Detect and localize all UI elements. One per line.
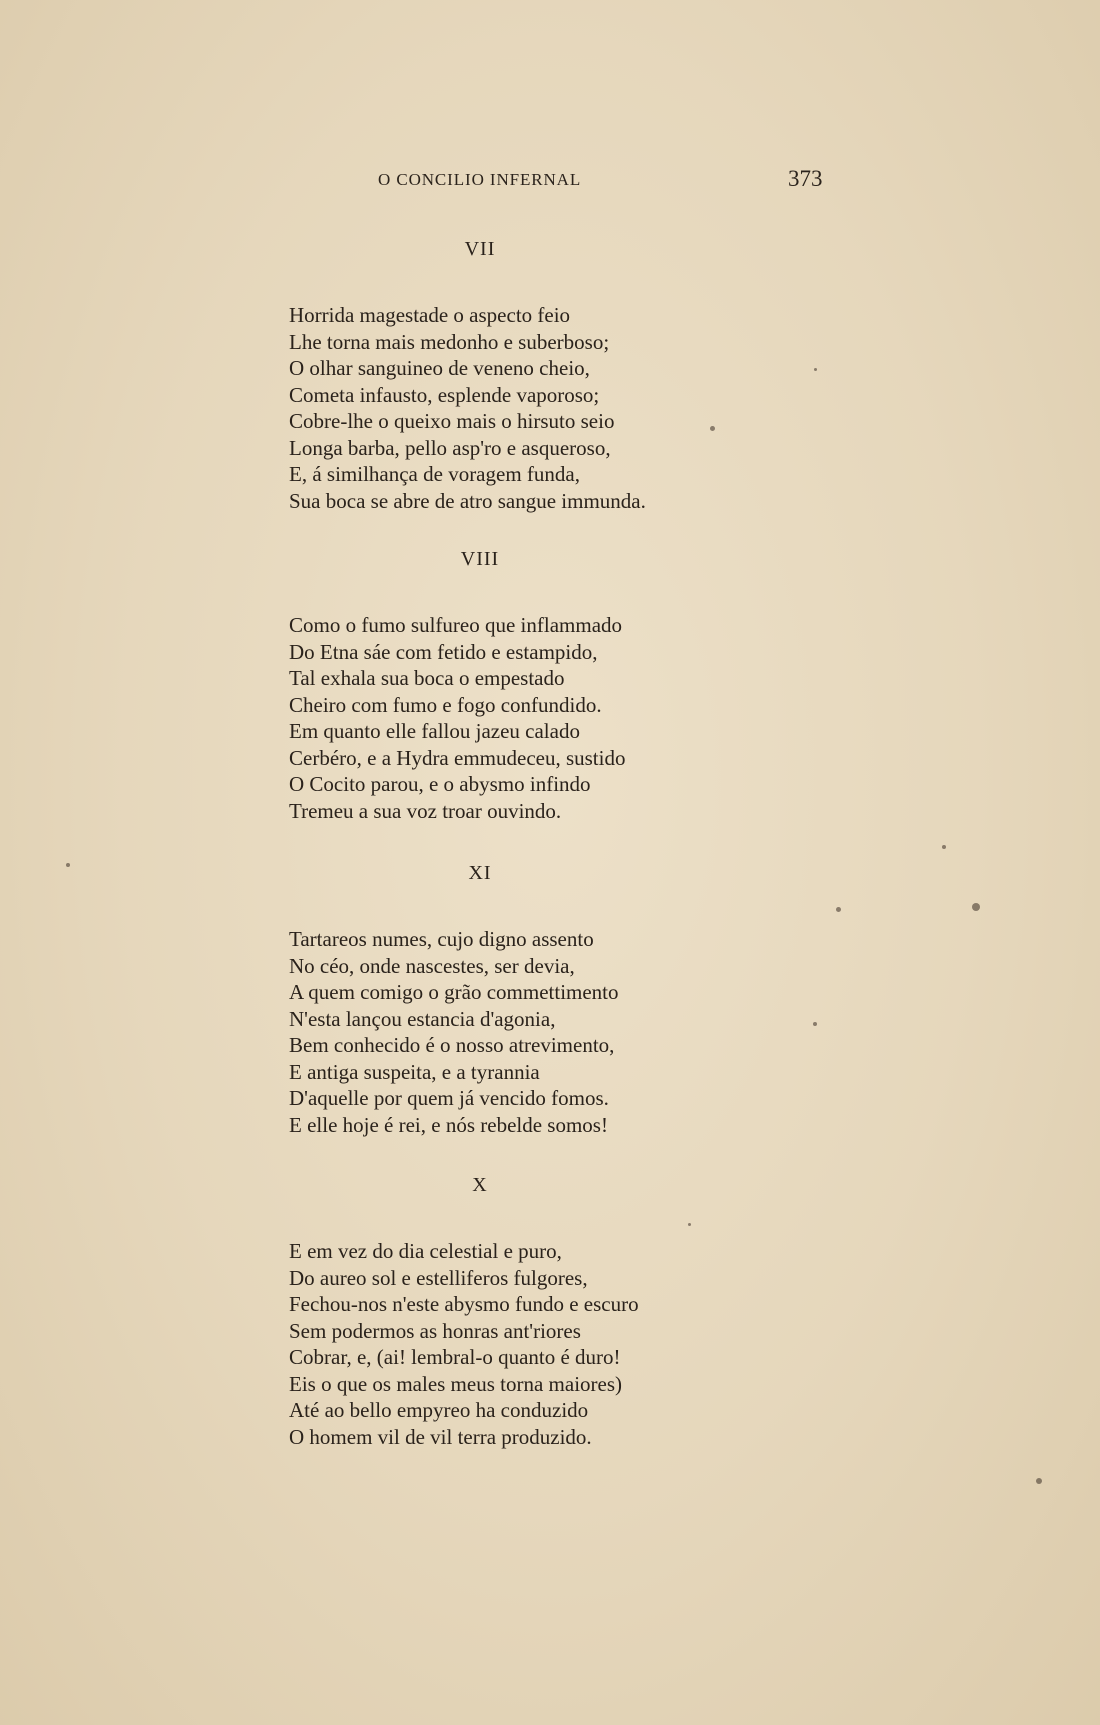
verse-line: Cerbéro, e a Hydra emmudeceu, sustido bbox=[289, 745, 626, 770]
paper-speck bbox=[814, 368, 817, 371]
verse-line: Cobrar, e, (ai! lembral-o quanto é duro! bbox=[289, 1345, 621, 1369]
verse-line: D'aquelle por quem já vencido fomos. bbox=[289, 1086, 609, 1110]
verse-line: Cometa infausto, esplende vaporoso; bbox=[289, 382, 600, 407]
verse-line: Sem podermos as honras ant'riores bbox=[289, 1318, 581, 1343]
verse-line: E, á similhança de voragem funda, bbox=[289, 462, 580, 486]
paper-speck bbox=[710, 426, 715, 431]
verse-line: Até ao bello empyreo ha conduzido bbox=[289, 1398, 589, 1422]
verse-line: Longa barba, pello asp'ro e asqueroso, bbox=[289, 435, 611, 460]
stanza bbox=[289, 302, 646, 514]
stanza-number: X bbox=[472, 1174, 488, 1196]
paper-speck bbox=[972, 903, 980, 911]
verse-line: Horrida magestade o aspecto feio bbox=[289, 303, 571, 327]
running-title: O CONCILIO INFERNAL bbox=[378, 170, 582, 189]
verse-line: Cobre-lhe o queixo mais o hirsuto seio bbox=[289, 409, 615, 433]
verse-line: Do Etna sáe com fetido e estampido, bbox=[289, 639, 598, 664]
verse-line: O Cocito parou, e o abysmo infindo bbox=[289, 772, 591, 796]
verse-line: Sua boca se abre de atro sangue immunda. bbox=[289, 488, 646, 513]
verse-line: A quem comigo o grão commettimento bbox=[289, 980, 619, 1004]
paper-speck bbox=[942, 845, 946, 849]
verse-line: Do aureo sol e estelliferos fulgores, bbox=[289, 1265, 588, 1290]
stanza bbox=[289, 926, 619, 1138]
verse-line: E antiga suspeita, e a tyrannia bbox=[289, 1059, 540, 1084]
verse-line: E em vez do dia celestial e puro, bbox=[289, 1239, 562, 1263]
verse-line: Bem conhecido é o nosso atrevimento, bbox=[289, 1033, 615, 1057]
verse-line: Em quanto elle fallou jazeu calado bbox=[289, 719, 580, 743]
stanza-number: XI bbox=[468, 862, 492, 884]
verse-line: Cheiro com fumo e fogo confundido. bbox=[289, 692, 602, 717]
stanza bbox=[289, 612, 625, 824]
page-number: 373 bbox=[788, 166, 823, 191]
verse-line: No céo, onde nascestes, ser devia, bbox=[289, 953, 575, 978]
verse-line: Tal exhala sua boca o empestado bbox=[289, 666, 565, 690]
verse-line: N'esta lançou estancia d'agonia, bbox=[289, 1006, 556, 1031]
verse-line: Lhe torna mais medonho e suberboso; bbox=[289, 329, 610, 354]
verse-line: Como o fumo sulfureo que inflammado bbox=[289, 613, 623, 637]
paper-speck bbox=[813, 1022, 817, 1026]
verse-line: O olhar sanguineo de veneno cheio, bbox=[289, 356, 590, 380]
paper-speck bbox=[688, 1223, 691, 1226]
stanza-number: VIII bbox=[460, 548, 500, 570]
stanza bbox=[289, 1238, 639, 1450]
verse-line: Eis o que os males meus torna maiores) bbox=[289, 1371, 623, 1396]
verse-line: E elle hoje é rei, e nós rebelde somos! bbox=[289, 1112, 608, 1137]
stanza-number: VII bbox=[464, 238, 496, 260]
paper-speck bbox=[1036, 1478, 1042, 1484]
verse-line: Tremeu a sua voz troar ouvindo. bbox=[289, 798, 562, 823]
paper-speck bbox=[66, 863, 70, 867]
verse-line: Tartareos numes, cujo digno assento bbox=[289, 927, 594, 951]
verse-line: Fechou-nos n'este abysmo fundo e escuro bbox=[289, 1292, 639, 1316]
paper-speck bbox=[836, 907, 841, 912]
verse-line: O homem vil de vil terra produzido. bbox=[289, 1424, 592, 1449]
